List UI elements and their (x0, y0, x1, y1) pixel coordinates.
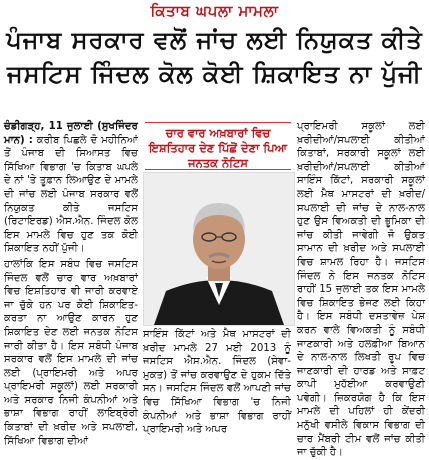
article-paragraph: ਹਾਲਾਂਕਿ ਇਸ ਸਬੰਧ ਵਿਚ ਜਸਟਿਸ ਜਿੰਦਲ ਵਲੋਂ ਚਾਰ ਵਾਰ ਅਖ਼ਬਾਰਾਂ ਵਿਚ ਇਸ਼ਤਿਹਾਰ ਵੀ ਜਾਰੀ ਕਰਵਾਏ ਜਾ ਚੁੱਕੇ ਹਨ ਪਰ ਕੋਈ ਸ਼ਿਕਾਇਤ-ਕਰਤਾ ਨਾ ਆਉਣ ਕਾਰਨ ਹੁਣ ਸ਼ਿਕਾਇਤ ਦੇਣ ਲਈ ਜਨਤਕ ਨੋਟਿਸ ਜਾਰੀ ਕੀਤਾ ਹੈ। ਇਸ ਸਬੰਧੀ ਪੰਜਾਬ ਸਰਕਾਰ ਵਲੋਂ ਇਸ ਮਾਮਲੇ ਦੀ ਜਾਂਚ ਲਈ (ਪ੍ਰਾਇਮਰੀ ਅਤੇ ਅਪਰ ਪ੍ਰਾਇਮਰੀ ਸਕੂਲਾਂ) ਲਈ ਸਰਕਾਰੀ ਅਤੇ ਸਰਕਾਰ ਨਿਜੀ ਕੰਪਨੀਆਂ ਅਤੇ ਭਾਸ਼ਾ ਵਿਭਾਗ ਰਾਹੀਂ ਲਾਇਬ੍ਰੇਰੀ ਕਿਤਾਬਾਂ ਦੀ ਖ਼ਰੀਦ ਅਤੇ ਸਪਲਾਈ, ਸਿੱਖਿਆ ਵਿਭਾਗ ਦੀਆਂ (4, 258, 138, 447)
article-paragraph: ਪ੍ਰਾਇਮਰੀ ਸਕੂਲਾਂ ਲਈ ਖ਼ਰੀਦੀਆਂ/ਸਪਲਾਈ ਕੀਤੀਆਂ ਕਿਤਾਬਾਂ, ਸਰਕਾਰੀ ਸਕੂਲਾਂ ਲਈ ਖ਼ਰੀਦੀਆਂ/ਸਪਲਾਈ ਕੀਤੀਆਂ ਸਾਇੰਸ ਕਿੱਟਾਂ, ਸਰਕਾਰੀ ਸਕੂਲਾਂ ਲਈ ਮੈਥ ਮਾਸਟਰਾਂ ਦੀ ਖ਼ਰੀਦ/ਸਪਲਾਈ ਦੀ ਜਾਂਚ ਦੇ ਨਾਲ-ਨਾਲ ਹੁਣ ਉਸ ਵਿਅਕਤੀ ਦੀ ਭੂਮਿਕਾ ਦੀ ਜਾਂਚ ਕੀਤੀ ਜਾਵੇਗੀ ਜੋ ਉਕਤ ਸਾਮਾਨ ਦੀ ਖ਼ਰੀਦ ਅਤੇ ਸਪਲਾਈ ਵਿਚ ਸ਼ਾਮਲ ਰਿਹਾ ਹੈ। ਜਸਟਿਸ ਜਿੰਦਲ ਨੇ ਇਸ ਜਨਤਕ ਨੋਟਿਸ ਰਾਹੀਂ 15 ਜੁਲਾਈ ਤਕ ਇਸ ਮਾਮਲੇ ਵਿਚ ਸ਼ਿਕਾਇਤ ਭੇਜਣ ਲਈ ਕਿਹਾ ਹੈ। ਇਸ ਸਬੰਧੀ ਦਸਤਾਵੇਜ਼ ਪੇਸ਼ ਕਰਨ ਵਾਲੇ ਵਿਅਕਤੀ ਨੂੰ ਸਬੰਧੀ ਜਾਣਕਾਰੀ ਅਤੇ ਹਲਫ਼ੀਆ ਬਿਆਨ ਦੇ ਨਾਲ-ਨਾਲ ਲਿਖਤੀ ਰੂਪ ਵਿਚ ਜਾਣਕਾਰੀ ਦੀ ਹਾਰਡ ਅਤੇ ਸਾਫ਼ਟ ਕਾਪੀ ਮੁਹੱਈਆ ਕਰਵਾਉਣੀ ਪਵੇਗੀ। ਜ਼ਿਕਰਯੋਗ ਹੈ ਕਿ ਇਸ ਮਾਮਲੇ ਦੀ ਪਹਿਲਾਂ ਹੀ ਕੇਂਦਰੀ ਮਨੁੱਖੀ ਵਸੀਲੇ ਵਿਕਾਸ ਵਿਭਾਗ ਦੀ ਚਾਰ ਮੈਂਬਰੀ ਟੀਮ ਵਲੋਂ ਜਾਂਚ ਕੀਤੀ ਜਾ ਚੁੱਕੀ ਹੈ। (297, 121, 425, 459)
article-column-left (4, 120, 138, 447)
headline-line-1: ਪੰਜਾਬ ਸਰਕਾਰ ਵਲੋਂ ਜਾਂਚ ਲਈ ਨਿਯੁਕਤ ਕੀਤੇ (6, 26, 423, 54)
portrait-illustration (144, 173, 294, 325)
headline-line-2: ਜਸਟਿਸ ਜਿੰਦਲ ਕੋਲ ਕੋਈ ਸ਼ਿਕਾਇਤ ਨਾ ਪੁੱਜੀ (6, 60, 423, 88)
article-paragraph: ਸਾਇੰਸ ਕਿੱਟਾਂ ਅਤੇ ਮੈਥ ਮਾਸਟਰਾਂ ਦੀ ਖ਼ਰੀਦ ਮਾਮਲੇ 27 ਮਈ 2013 ਨੂੰ ਜਸਟਿਸ ਐਸ.ਐਨ. ਜਿੰਦਲ (ਸੇਵਾ-ਮੁਕਤ) ਤੋਂ ਜਾਂਚ ਕਰਵਾਉਣ ਦੇ ਹੁਕਮ ਦਿੱਤੇ ਸਨ। ਜਸਟਿਸ ਜਿੰਦਲ ਵਲੋਂ ਆਪਣੀ ਜਾਂਚ ਵਿਚ ਸਿੱਖਿਆ ਵਿਭਾਗ 'ਚ ਨਿਜੀ ਕੰਪਨੀਆਂ ਅਤੇ ਭਾਸ਼ਾ ਵਿਭਾਗ ਰਾਹੀਂ ਪ੍ਰਾਇਮਰੀ ਅਤੇ ਅਪਰ (143, 329, 291, 436)
pull-quote: ਚਾਰ ਵਾਰ ਅਖ਼ਬਾਰਾਂ ਵਿਚ ਇਸ਼ਤਿਹਾਰ ਦੇਣ ਪਿੱਛੋਂ ਦੇਣਾ ਪਿਆ ਜਨਤਕ ਨੋਟਿਸ (145, 122, 291, 170)
article-text: ਕਰੀਬ ਪਿਛਲੇ ਦੋ ਮਹੀਨਿਆਂ ਤੋਂ ਪੰਜਾਬ ਦੀ ਸਿਆਸਤ ਵਿਚ ਸਿੱਖਿਆ ਵਿਭਾਗ 'ਚ ਕਿਤਾਬ ਘਪਲੇ ਦੇ ਨਾਂ 'ਤੇ ਤੂਫ਼ਾਨ ਲਿਆਉਣ ਦੇ ਮਾਮਲੇ ਦੀ ਜਾਂਚ ਲਈ ਪੰਜਾਬ ਸਰਕਾਰ ਵਲੋਂ ਨਿਯੁਕਤ ਕੀਤੇ ਜਸਟਿਸ (ਰਿਟਾਇਰਡ) ਐਸ.ਐਨ. ਜਿੰਦਲ ਕੋਲ ਇਸ ਮਾਮਲੇ ਵਿਚ ਹੁਣ ਤਕ ਕੋਈ ਸ਼ਿਕਾਇਤ ਨਹੀਂ ਪੁੱਜੀ। (4, 134, 138, 255)
article-column-right (297, 120, 425, 459)
portrait-photo (143, 172, 295, 326)
article-column-middle (143, 328, 291, 436)
section-kicker: ਕਿਤਾਬ ਘਪਲਾ ਮਾਮਲਾ (150, 2, 279, 20)
dateline: ਚੰਡੀਗੜ੍ਹ, 11 ਜੁਲਾਈ (ਸੁਖਜਿੰਦਰ ਮਾਨ) : (4, 121, 138, 146)
article-paragraph (4, 120, 138, 256)
